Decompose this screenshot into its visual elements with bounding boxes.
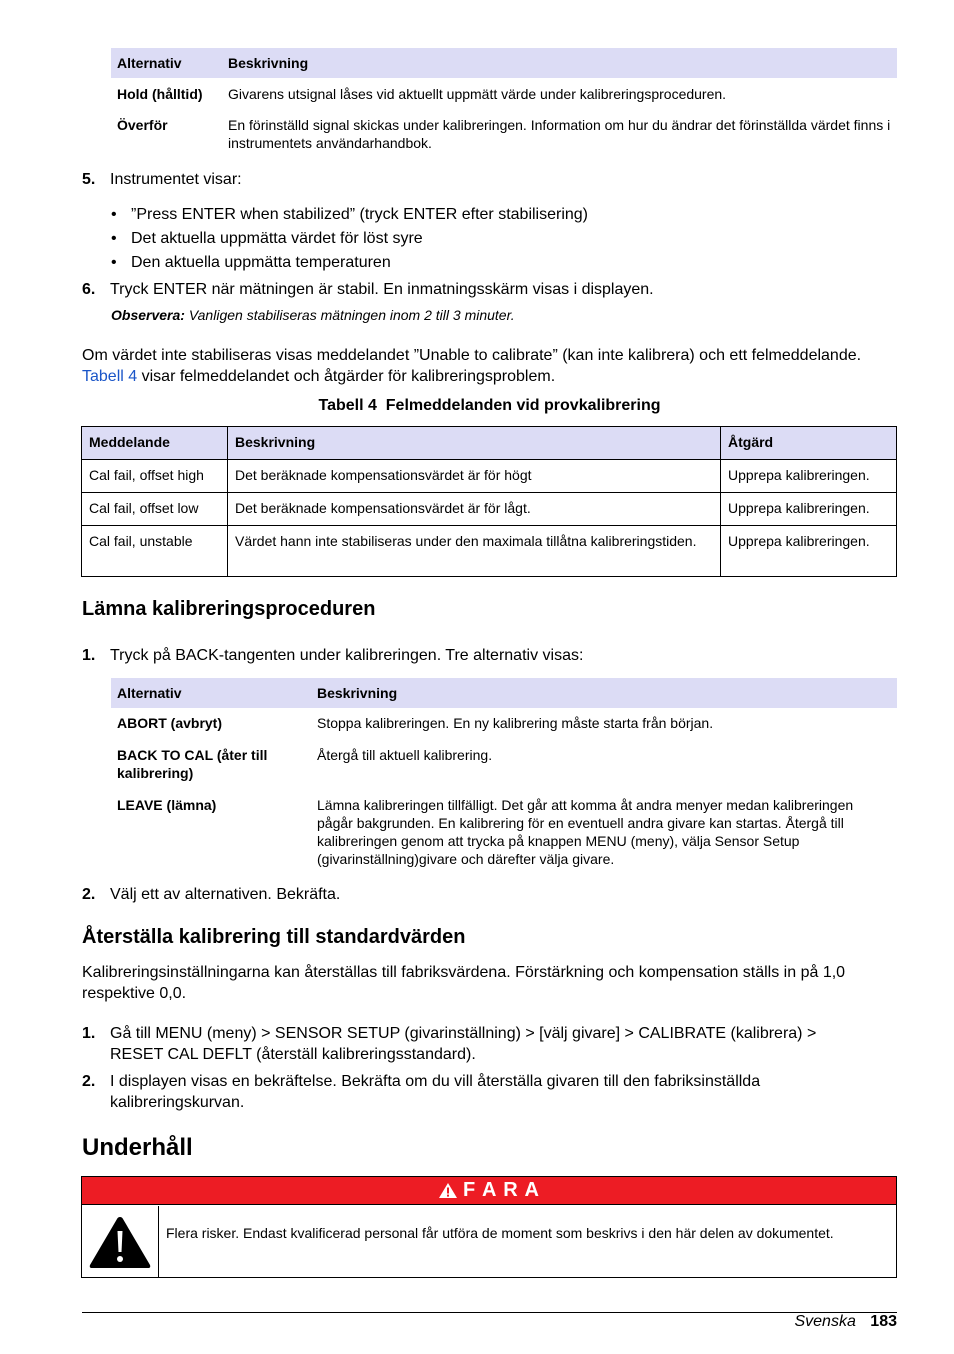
table-row <box>111 708 897 732</box>
reset-intro-paragraph: Kalibreringsinställningarna kan återställas till fabriksvärdena. Förstärkning och kompensation ställs in på 1,0 respektive 0,0. <box>82 964 846 1002</box>
column-header: Åtgärd <box>721 427 897 460</box>
table-row <box>111 78 897 103</box>
table-cell: Värdet hann inte stabiliseras under den maximala tillåtna kalibreringstiden. <box>228 526 721 577</box>
option-description: Lämna kalibreringen tillfälligt. Det går att komma åt andra menyer medan kalibreringen pågår bakgrunden. En kalibrering för en eventuell andra givare kan startas. Återgå till kalibreringen genom att trycka på knappen MENU (meny), välja Sensor Setup (givarinställning)givare och därefter välja givare. <box>317 797 854 867</box>
option-description: Stoppa kalibreringen. En ny kalibrering måste starta från början. <box>317 715 714 731</box>
bullet-text: ”Press ENTER when stabilized” (tryck ENTER efter stabilisering) <box>131 206 589 223</box>
table-cell: Cal fail, offset low <box>82 493 228 526</box>
table-row <box>82 460 897 493</box>
note <box>111 306 515 324</box>
danger-header <box>82 1177 896 1205</box>
step-2 <box>82 884 897 905</box>
step-number: 2. <box>82 1073 96 1090</box>
bullet-dot: • <box>111 254 117 271</box>
bullet-item <box>111 252 891 273</box>
table-row <box>82 526 897 577</box>
error-messages-table <box>81 426 897 577</box>
bullet-dot: • <box>111 206 117 223</box>
column-header: Alternativ <box>111 48 222 78</box>
table-header-row <box>111 678 897 708</box>
table-cell: Det beräknade kompensationsvärdet är för högt <box>228 460 721 493</box>
table-row <box>111 732 897 782</box>
step-number: 6. <box>82 281 96 298</box>
column-header: Meddelande <box>82 427 228 460</box>
table-cell: Upprepa kalibreringen. <box>721 526 897 577</box>
table-cell: Cal fail, unstable <box>82 526 228 577</box>
bullet-dot: • <box>111 230 117 247</box>
table-4-link[interactable]: Tabell 4 <box>82 368 138 385</box>
paragraph-text: Om värdet inte stabiliseras visas meddelandet ”Unable to calibrate” (kan inte kalibrera) och ett felmeddelande. <box>82 347 862 364</box>
bullet-item <box>111 204 891 225</box>
section-heading: Lämna kalibreringsproceduren <box>82 598 376 620</box>
option-name: Överför <box>117 117 168 133</box>
option-description: En förinställd signal skickas under kalibreringen. Information om hur du ändrar det förinställda värdet finns i instrumentets användarhandbok. <box>228 117 891 151</box>
option-description: Givarens utsignal låses vid aktuellt uppmätt värde under kalibreringsproceduren. <box>228 86 727 102</box>
danger-exclamation-icon <box>87 1214 153 1270</box>
option-name: BACK TO CAL (åter till kalibrering) <box>117 747 268 781</box>
note-text: Vanligen stabiliseras mätningen inom 2 till 3 minuter. <box>188 307 515 323</box>
table-header-row <box>111 48 897 78</box>
option-name: Hold (hålltid) <box>117 86 203 102</box>
unable-to-calibrate-paragraph <box>82 345 897 387</box>
table-row <box>111 103 897 152</box>
danger-text: Flera risker. Endast kvalificerad personal får utföra de moment som beskrivs i den här delen av dokumentet. <box>166 1225 834 1241</box>
table-cell: Det beräknade kompensationsvärdet är för lågt. <box>228 493 721 526</box>
table-cell: Upprepa kalibreringen. <box>721 460 897 493</box>
column-header: Beskrivning <box>311 678 897 708</box>
step-1 <box>82 1023 897 1065</box>
table-header-row <box>82 427 897 460</box>
table-cell: Cal fail, offset high <box>82 460 228 493</box>
note-label: Observera: <box>111 307 185 323</box>
step-number: 1. <box>82 1025 96 1042</box>
step-text: Välj ett av alternativen. Bekräfta. <box>110 886 341 903</box>
step-5 <box>82 169 897 190</box>
step-number: 2. <box>82 886 96 903</box>
table-caption: Tabell 4 Felmeddelanden vid provkalibrering <box>318 397 661 414</box>
option-description: Återgå till aktuell kalibrering. <box>317 747 493 763</box>
step-2 <box>82 1071 897 1113</box>
bullet-text: Den aktuella uppmätta temperaturen <box>131 254 391 271</box>
danger-icon-cell <box>82 1206 159 1277</box>
step-text: I displayen visas en bekräftelse. Bekräfta om du vill återställa givaren till den fabriksinställda kalibreringskurvan. <box>110 1073 761 1111</box>
table-cell: Upprepa kalibreringen. <box>721 493 897 526</box>
table-row <box>82 493 897 526</box>
column-header: Alternativ <box>111 678 311 708</box>
paragraph-text: visar felmeddelandet och åtgärder för kalibreringsproblem. <box>141 368 556 385</box>
danger-title: F A R A <box>463 1179 540 1201</box>
step-number: 1. <box>82 647 96 664</box>
step-6 <box>82 279 897 300</box>
chapter-heading: Underhåll <box>82 1134 193 1161</box>
warning-triangle-icon <box>438 1182 458 1199</box>
option-name: ABORT (avbryt) <box>117 715 223 731</box>
bullet-item <box>111 228 891 249</box>
footer <box>794 1313 897 1331</box>
footer-language: Svenska <box>794 1313 856 1330</box>
step-number: 5. <box>82 171 96 188</box>
column-header: Beskrivning <box>228 427 721 460</box>
section-heading: Återställa kalibrering till standardvärden <box>82 926 466 948</box>
column-header: Beskrivning <box>222 48 897 78</box>
step-text: Tryck ENTER när mätningen är stabil. En inmatningsskärm visas i displayen. <box>110 281 654 298</box>
bullet-text: Det aktuella uppmätta värdet för löst syre <box>131 230 423 247</box>
option-name: LEAVE (lämna) <box>117 797 217 813</box>
step-text: Instrumentet visar: <box>110 171 242 188</box>
top-options-table <box>111 48 897 152</box>
page-number: 183 <box>870 1313 897 1330</box>
step-1 <box>82 645 897 666</box>
footer-rule <box>82 1312 897 1313</box>
table-row <box>111 782 897 868</box>
back-options-table <box>111 678 897 868</box>
step-text: Tryck på BACK-tangenten under kalibreringen. Tre alternativ visas: <box>110 647 584 664</box>
danger-box <box>81 1176 897 1278</box>
step-text: Gå till MENU (meny) > SENSOR SETUP (givarinställning) > [välj givare] > CALIBRATE (kalibrera) > RESET CAL DEFLT (återställ kalibreringsstandard). <box>110 1025 817 1063</box>
